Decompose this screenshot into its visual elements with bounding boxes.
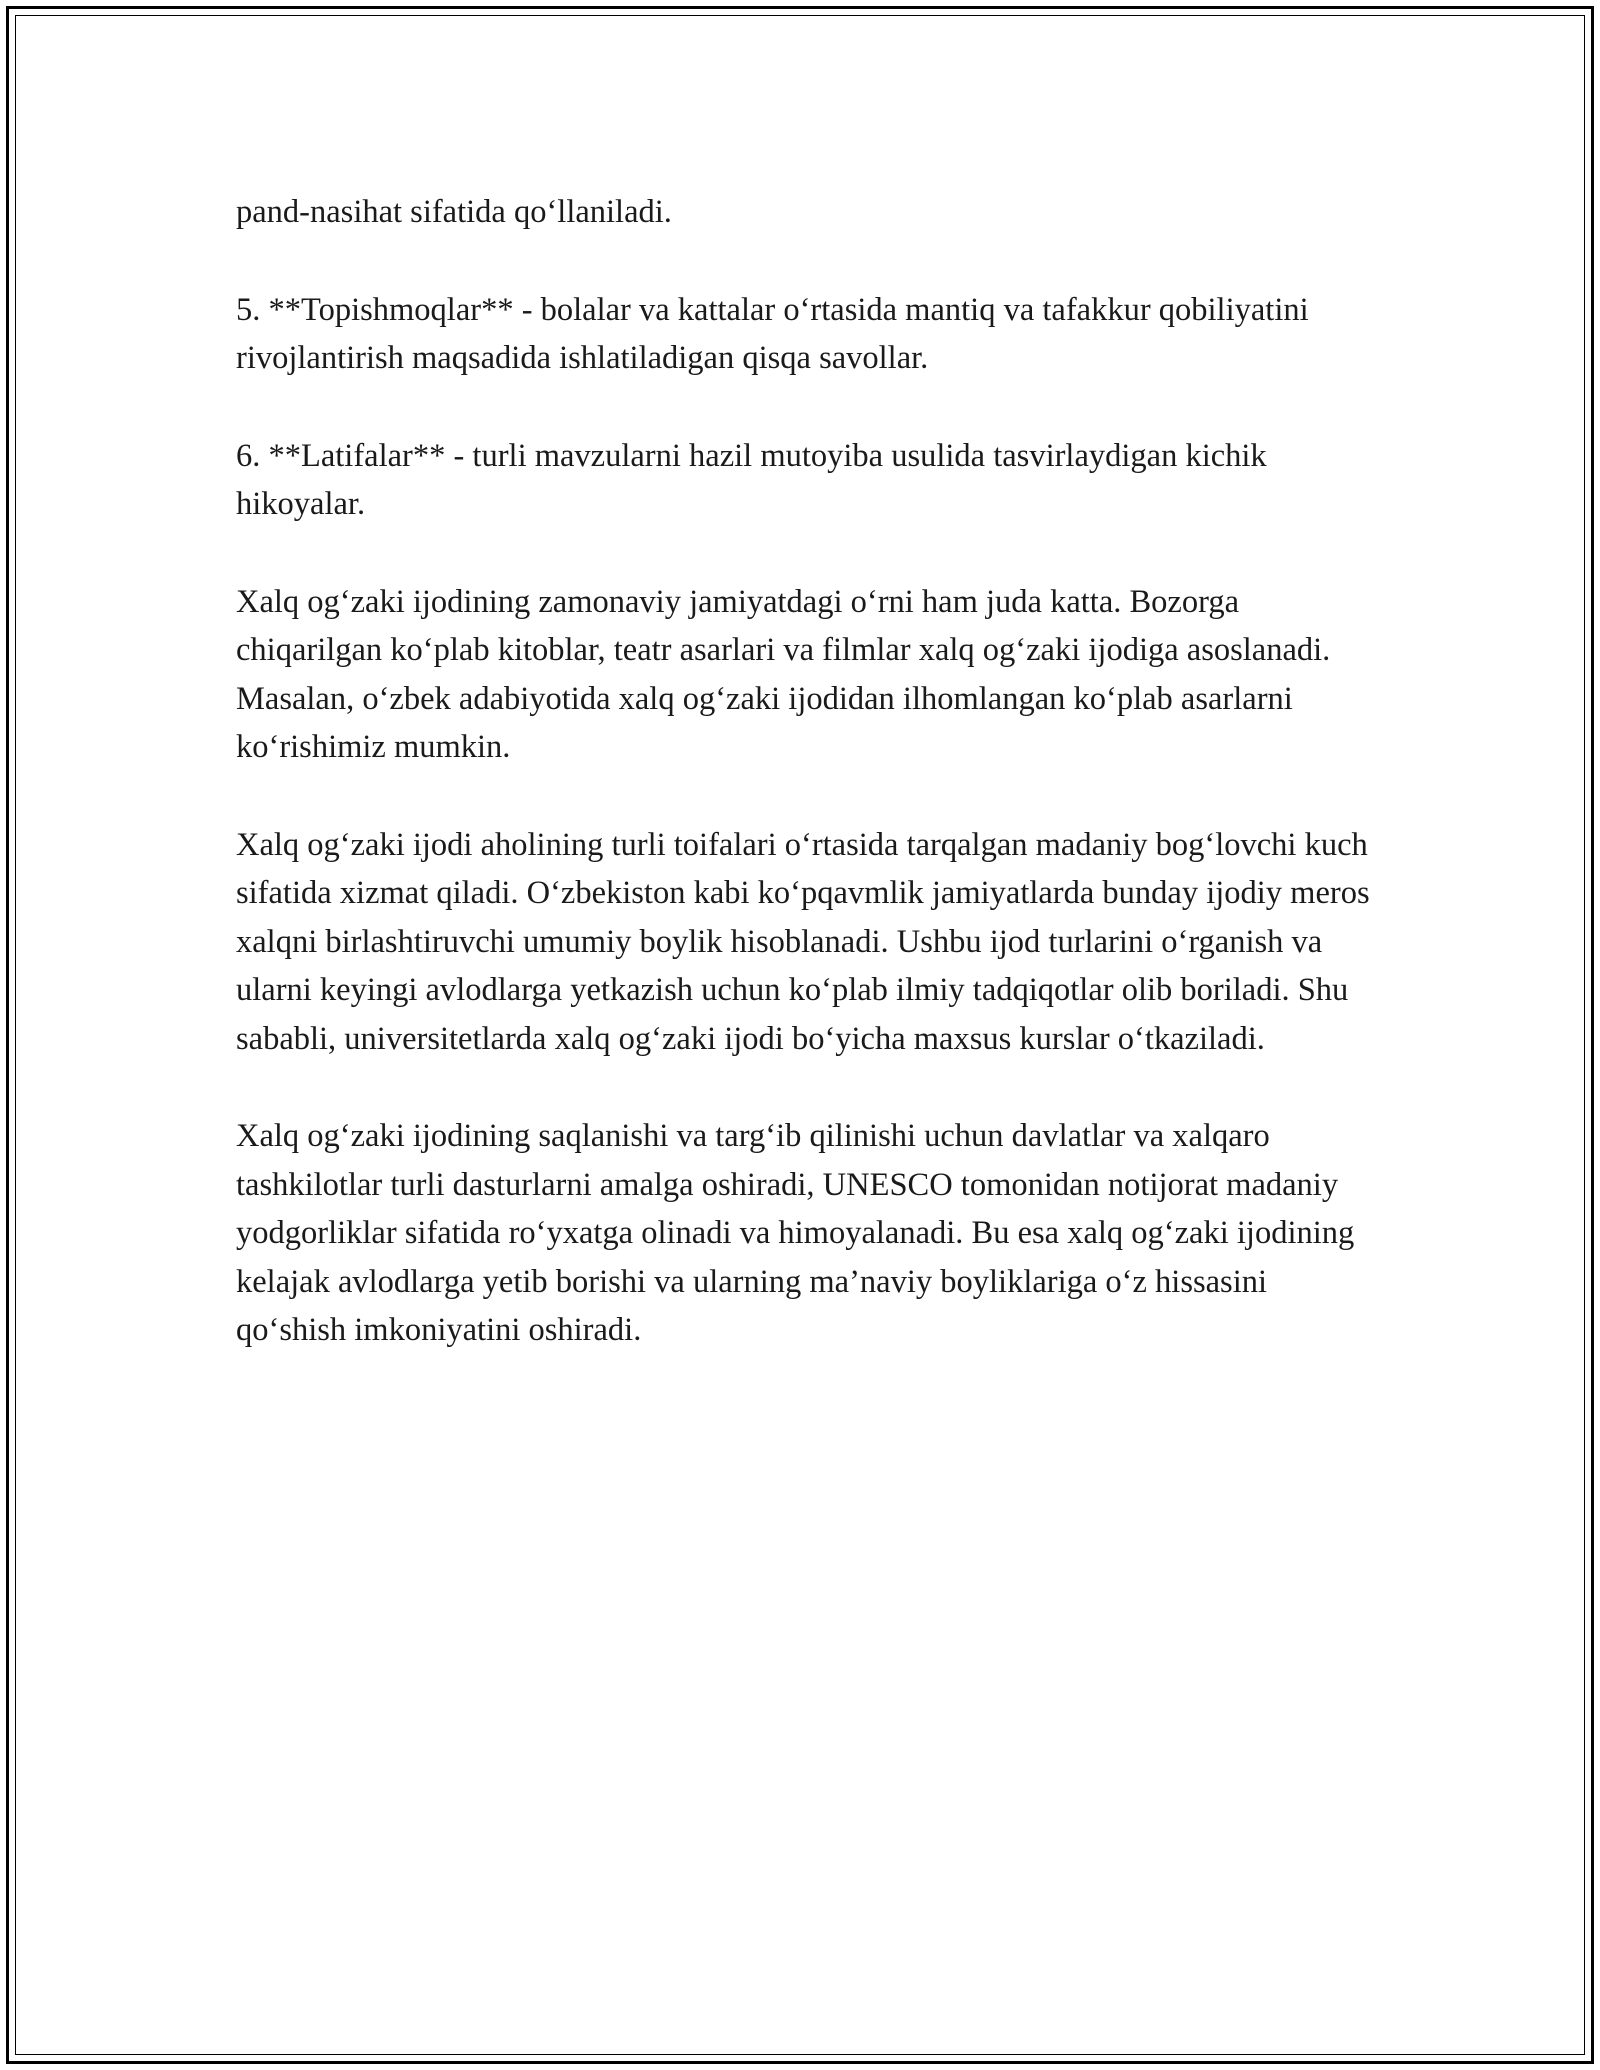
paragraph-anecdotes: 6. **Latifalar** - turli mavzularni hazil mutoyiba usulida tasvirlaydigan kichik hikoyalar. bbox=[236, 437, 1267, 522]
paragraph-preservation: Xalq og‘zaki ijodining saqlanishi va targ‘ib qilinishi uchun davlatlar va xalqaro tashkilotlar turli dasturlarni amalga oshiradi, UNESCO tomonidan notijorat madaniy yodgorliklar sifatida ro‘yxatga olinadi va himoyalanadi. Bu esa xalq og‘zaki ijodining kelajak avlodlarga yetib borishi va ularning ma’naviy boyliklariga o‘z hissasini qo‘shish imkoniyatini oshiradi. bbox=[236, 1118, 1355, 1348]
paragraph-modern-role: Xalq og‘zaki ijodining zamonaviy jamiyatdagi o‘rni ham juda katta. Bozorga chiqarilgan ko‘plab kitoblar, teatr asarlari va filmlar xalq og‘zaki ijodiga asoslanadi. Masalan, o‘zbek adabiyotida xalq og‘zaki ijodidan ilhomlangan ko‘plab asarlarni ko‘rishimiz mumkin. bbox=[236, 583, 1331, 765]
paragraph-riddles: 5. **Topishmoqlar** - bolalar va kattalar o‘rtasida mantiq va tafakkur qobiliyatini rivojlantirish maqsadida ishlatiladigan qisqa savollar. bbox=[236, 291, 1309, 376]
document-body bbox=[236, 188, 1376, 1404]
paragraph-cultural-bond: Xalq og‘zaki ijodi aholining turli toifalari o‘rtasida tarqalgan madaniy bog‘lovchi kuch sifatida xizmat qiladi. O‘zbekiston kabi ko‘pqavmlik jamiyatlarda bunday ijodiy meros xalqni birlashtiruvchi umumiy boylik hisoblanadi. Ushbu ijod turlarini o‘rganish va ularni keyingi avlodlarga yetkazish uchun ko‘plab ilmiy tadqiqotlar olib boriladi. Shu sababli, universitetlarda xalq og‘zaki ijodi bo‘yicha maxsus kurslar o‘tkaziladi. bbox=[236, 826, 1370, 1057]
paragraph-proverbs-end: pand-nasihat sifatida qo‘llaniladi. bbox=[236, 194, 672, 230]
